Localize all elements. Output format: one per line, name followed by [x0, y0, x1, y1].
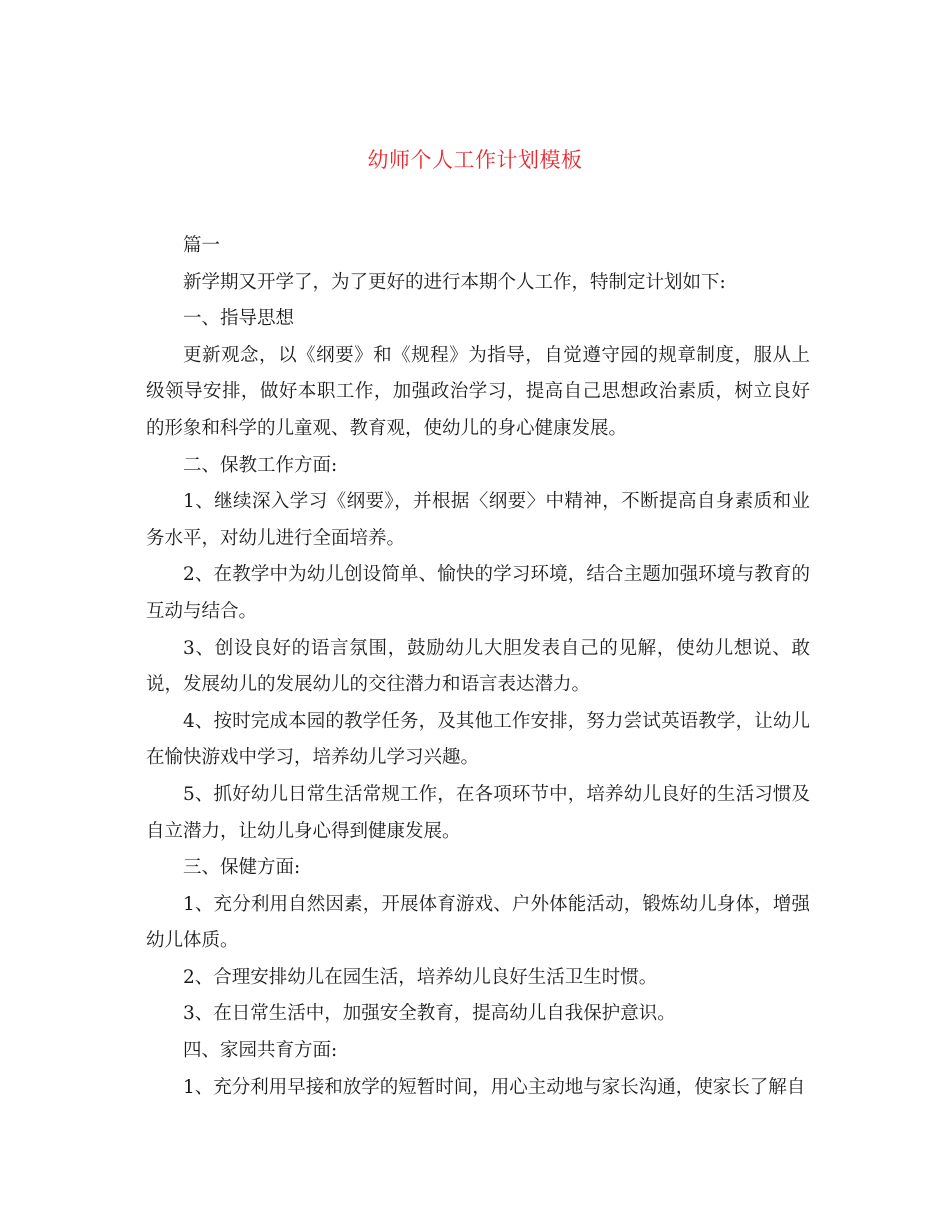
document-body [146, 228, 810, 1106]
section-heading: 四、家园共育方面: [183, 1040, 338, 1062]
list-item: 2、合理安排幼儿在园生活，培养幼儿良好生活卫生时惯。 [183, 966, 658, 988]
list-item: 1、充分利用自然因素，开展体育游戏、户外体能活动，锻炼幼儿身体，增强幼儿体质。 [146, 893, 810, 952]
paragraph: 更新观念，以《纲要》和《规程》为指导，自觉遵守园的规章制度，服从上级领导安排，做好本职工作，加强政治学习，提高自己思想政治素质，树立良好的形象和科学的儿童观、教育观，使幼儿的身心健康发展。 [146, 344, 810, 439]
section-heading: 一、指导思想 [183, 308, 295, 330]
list-item: 4、按时完成本园的教学任务，及其他工作安排，努力尝试英语教学，让幼儿在愉快游戏中学习，培养幼儿学习兴趣。 [146, 710, 810, 769]
section-heading: 篇一 [183, 235, 221, 256]
section-heading: 三、保健方面: [183, 857, 301, 879]
list-item: 1、继续深入学习《纲要》，并根据〈纲要〉中精神，不断提高自身素质和业务水平，对幼儿进行全面培养。 [146, 491, 810, 549]
document-title: 幼师个人工作计划模板 [367, 148, 583, 172]
list-item: 3、创设良好的语言氛围，鼓励幼儿大胆发表自己的见解，使幼儿想说、敢说，发展幼儿的发展幼儿的交往潜力和语言表达潜力。 [146, 637, 810, 696]
list-item: 3、在日常生活中，加强安全教育，提高幼儿自我保护意识。 [183, 1003, 676, 1025]
list-item: 5、抓好幼儿日常生活常规工作，在各项环节中，培养幼儿良好的生活习惯及自立潜力，让幼儿身心得到健康发展。 [146, 783, 810, 842]
list-item: 1、充分利用早接和放学的短暂时间，用心主动地与家长沟通，使家长了解自 [183, 1076, 806, 1098]
intro-paragraph: 新学期又开学了，为了更好的进行本期个人工作，特制定计划如下: [183, 271, 726, 293]
list-item: 2、在教学中为幼儿创设简单、愉快的学习环境，结合主题加强环境与教育的互动与结合。 [146, 564, 810, 622]
section-heading: 二、保教工作方面: [183, 454, 338, 476]
